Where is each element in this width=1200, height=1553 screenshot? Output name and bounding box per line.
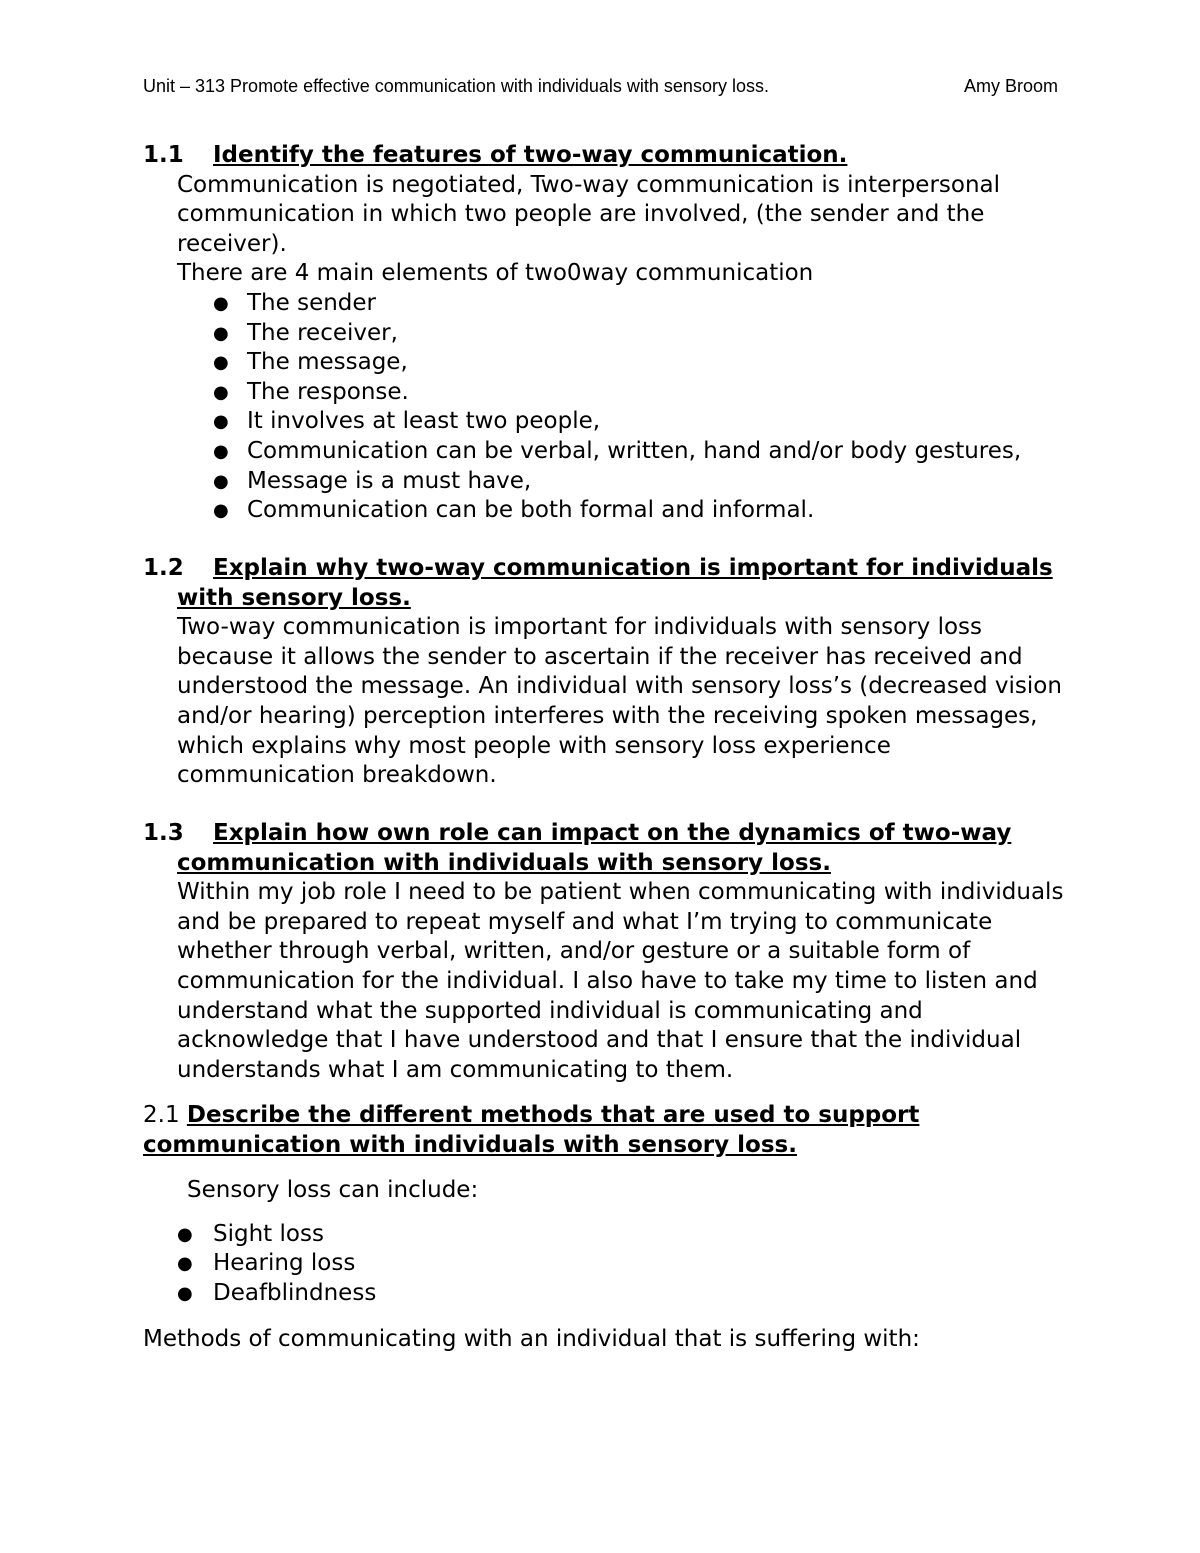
list-item-text: Deafblindness xyxy=(213,1279,377,1306)
bullet-icon: ● xyxy=(213,292,229,314)
section-paragraph: Within my job role I need to be patient when communicating with individuals and be prepared to repeat myself and what I’m trying to communicate whether through verbal, written, and/or gesture or a suitable form of communication for the individual. I also have to take my time to listen and understand what the supported individual is communicating and acknowledge that I have understood and that I ensure that the individual understands what I am communicating to them. xyxy=(177,879,1064,1083)
list-item-text: Hearing loss xyxy=(213,1250,356,1277)
section-heading xyxy=(143,819,1073,878)
section-number: 1.2 xyxy=(143,555,184,581)
list-item xyxy=(143,319,1073,349)
section-heading xyxy=(143,1101,1043,1160)
section-paragraph: Two-way communication is important for individuals with sensory loss because it allows the sender to ascertain if the receiver has received and understood the message. An individual with sensory loss’s (decreased vision and/or hearing) perception interferes with the receiving spoken messages, which explains why most people with sensory loss experience communication breakdown. xyxy=(177,614,1062,789)
section-number: 1.3 xyxy=(143,820,184,846)
section-number: 1.1 xyxy=(143,142,184,168)
section-paragraph: Communication is negotiated, Two-way communication is interpersonal communication in which two people are involved, (the sender and the receiver). xyxy=(177,171,1001,257)
section-title: Describe the different methods that are used to support communication with individuals with sensory loss. xyxy=(143,1102,920,1158)
list-item xyxy=(143,407,1073,437)
bullet-icon: ● xyxy=(213,500,229,522)
section-title: Explain why two-way communication is important for individuals with sensory loss. xyxy=(177,555,1053,611)
section-heading xyxy=(143,141,1073,171)
section-1-3 xyxy=(143,819,1073,1085)
list-item xyxy=(143,1279,1043,1309)
bullet-icon: ● xyxy=(213,470,229,492)
section-paragraph: Methods of communicating with an individual that is suffering with: xyxy=(143,1325,920,1352)
bullet-icon: ● xyxy=(177,1253,193,1275)
section-2-1 xyxy=(143,1101,1043,1354)
section-1-1 xyxy=(143,141,1073,526)
list-item-text: Communication can be both formal and informal. xyxy=(247,497,815,524)
bullet-icon: ● xyxy=(213,440,229,462)
list-item-text: The receiver, xyxy=(247,319,398,346)
bullet-icon: ● xyxy=(213,322,229,344)
section-title: Explain how own role can impact on the dynamics of two-way communication with individuals with sensory loss. xyxy=(177,820,1012,876)
bullet-icon: ● xyxy=(177,1282,193,1304)
list-item-text: The response. xyxy=(247,378,409,405)
header-author: Amy Broom xyxy=(963,76,1058,96)
bullet-icon: ● xyxy=(213,381,229,403)
list-item xyxy=(143,1220,1043,1250)
header-title: Unit – 313 Promote effective communication with individuals with sensory loss. xyxy=(143,76,769,96)
page-header xyxy=(143,74,1058,98)
list-item xyxy=(143,289,1073,319)
list-item-text: The message, xyxy=(247,349,408,376)
bullet-icon: ● xyxy=(213,411,229,433)
bullet-icon: ● xyxy=(177,1223,193,1245)
list-item xyxy=(143,378,1073,408)
section-number: 2.1 xyxy=(143,1102,180,1128)
list-item-text: Message is a must have, xyxy=(247,467,532,494)
list-item xyxy=(143,1249,1043,1279)
list-item-text: Communication can be verbal, written, hand and/or body gestures, xyxy=(247,437,1022,464)
list-item-text: The sender xyxy=(247,289,377,316)
section-1-2 xyxy=(143,554,1073,791)
list-item xyxy=(143,437,1073,467)
bullet-icon: ● xyxy=(213,352,229,374)
feature-list xyxy=(143,289,1073,526)
section-title: Identify the features of two-way communication. xyxy=(213,142,848,168)
list-item xyxy=(143,467,1073,497)
sensory-loss-list xyxy=(143,1220,1043,1309)
section-paragraph: Sensory loss can include: xyxy=(187,1177,479,1204)
section-paragraph: There are 4 main elements of two0way communication xyxy=(177,260,814,287)
list-item xyxy=(143,348,1073,378)
list-item xyxy=(143,496,1073,526)
list-item-text: Sight loss xyxy=(213,1220,324,1247)
section-heading xyxy=(143,554,1073,613)
list-item-text: It involves at least two people, xyxy=(247,408,601,435)
